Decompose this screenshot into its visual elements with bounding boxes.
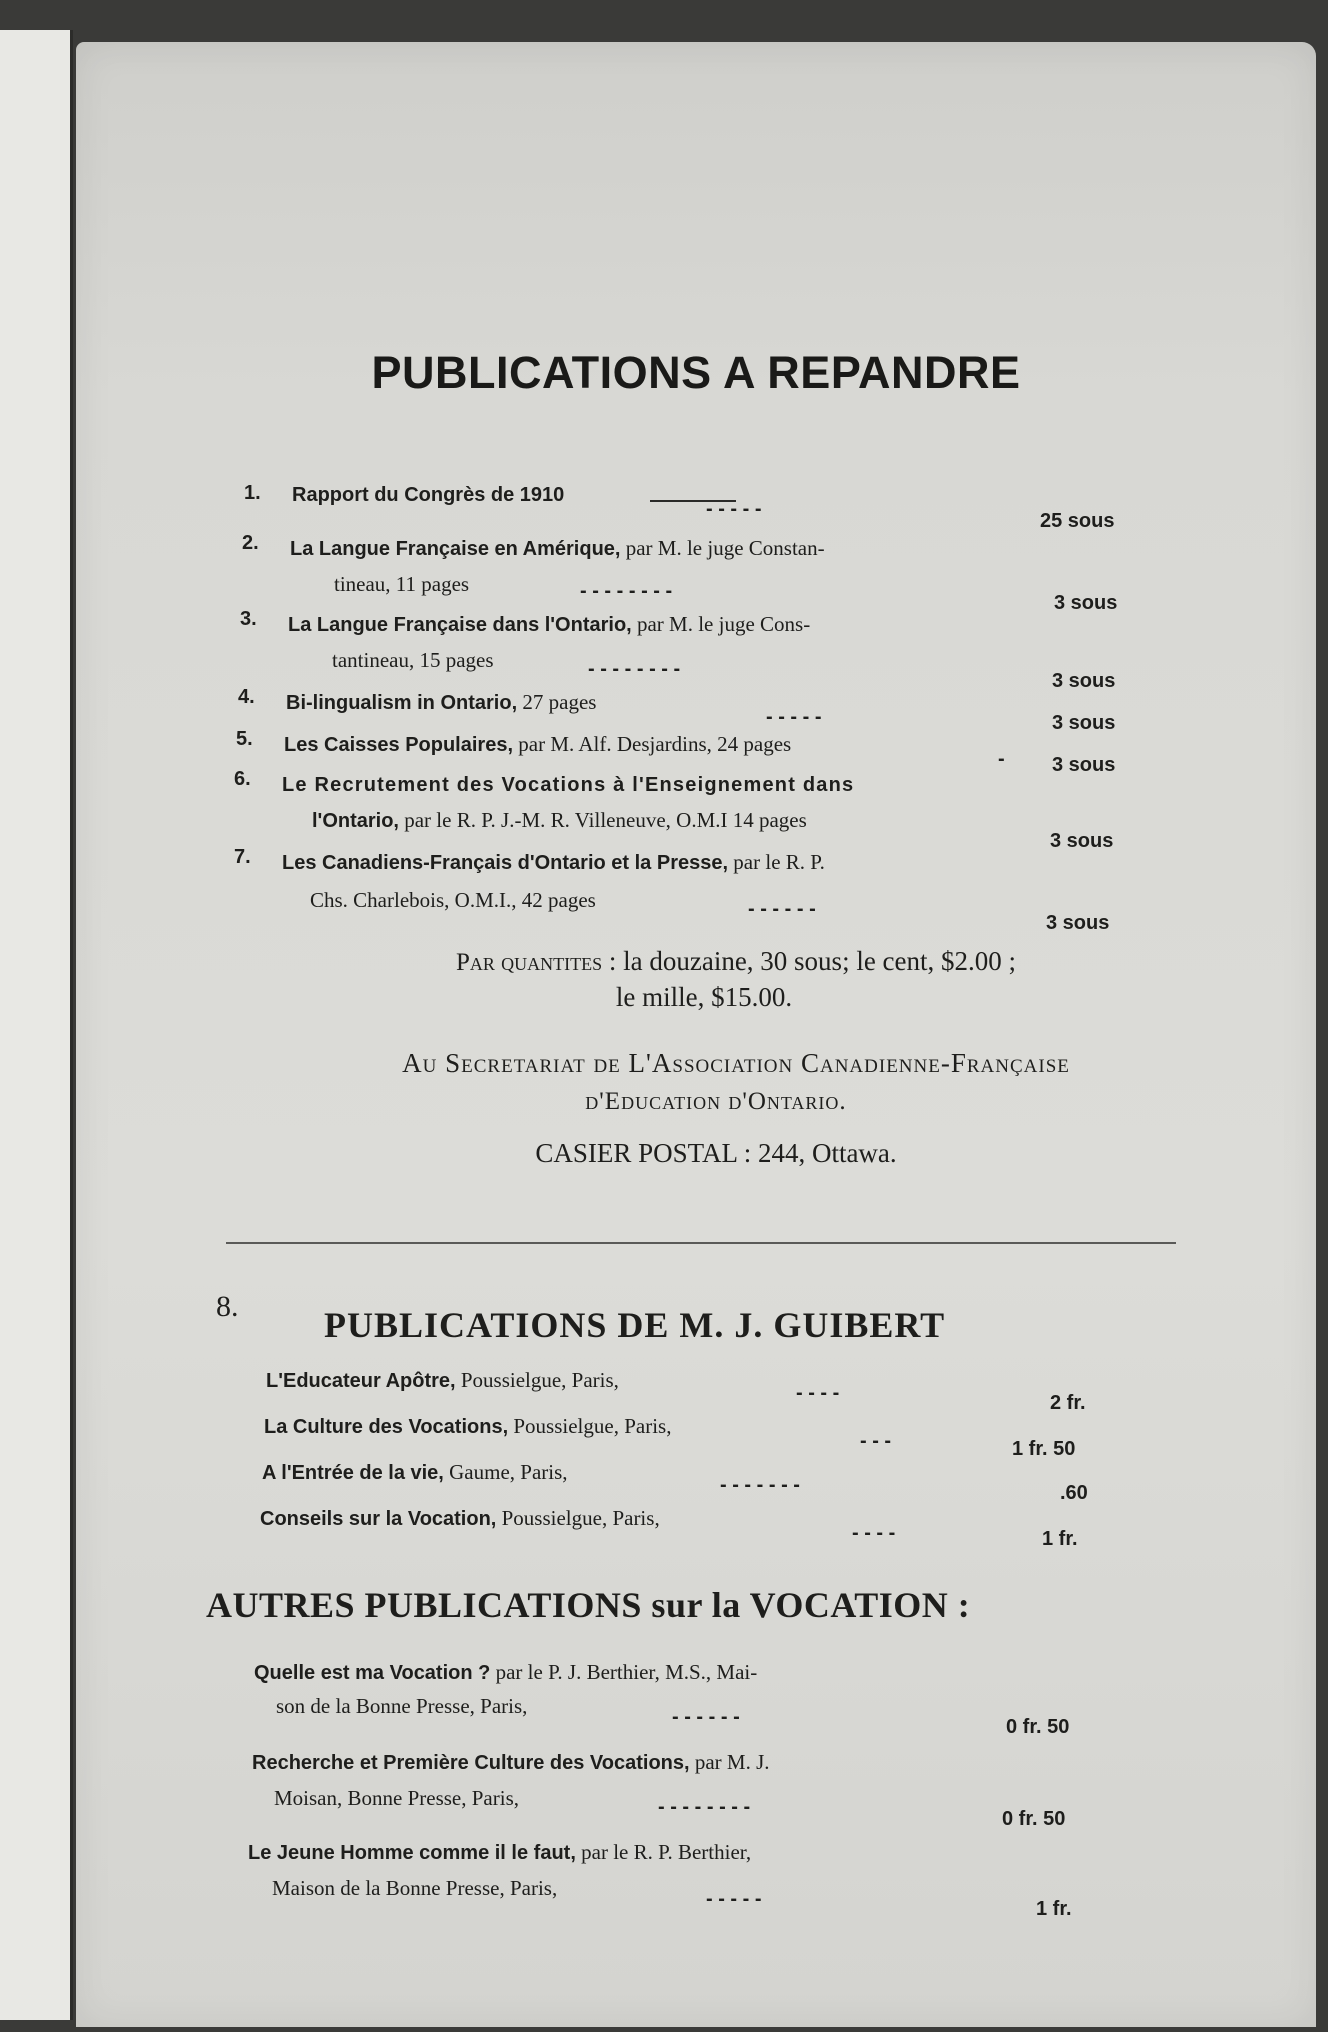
item-text — [260, 1506, 660, 1531]
item-title: Les Caisses Populaires, — [284, 734, 514, 756]
leader-dots: - - - - - - - - — [658, 1796, 751, 1818]
item-title-cont: l'Ontario, — [312, 810, 399, 832]
item-price: 3 sous — [1052, 712, 1116, 734]
item-price: 2 fr. — [1050, 1392, 1086, 1414]
item-detail: par le P. J. Berthier, M.S., Mai- — [490, 1660, 758, 1684]
item-detail-line: Chs. Charlebois, O.M.I., 42 pages — [310, 888, 596, 912]
quantities-label: Par quantites — [455, 949, 603, 976]
item-text — [290, 536, 825, 561]
leader-dots: - — [998, 748, 1005, 770]
address-line-1: Au Secretariat de L'Association Canadienne-Française — [402, 1048, 1070, 1078]
item-detail: par le R. P. — [728, 850, 825, 874]
item-text — [286, 690, 596, 715]
item-text — [282, 850, 825, 875]
leader-dots: - - - - - — [766, 706, 822, 728]
item-title: Rapport du Congrès de 1910 — [292, 484, 565, 506]
item-title: Le Recrutement des Vocations à l'Enseignement dans — [282, 774, 855, 796]
item-title: La Langue Française en Amérique, — [290, 538, 621, 560]
item-price: 3 sous — [1050, 830, 1114, 852]
item-detail-line: tineau, 11 pages — [334, 572, 470, 596]
item-number: 5. — [236, 728, 253, 750]
item-title: Quelle est ma Vocation ? — [254, 1662, 491, 1684]
item-price: 1 fr. — [1036, 1898, 1072, 1920]
item-detail: 27 pages — [517, 690, 597, 714]
item-text — [282, 772, 854, 797]
item-detail-line: Moisan, Bonne Presse, Paris, — [274, 1786, 519, 1810]
item-text — [266, 1368, 619, 1393]
leader-dots: - - - - - — [706, 498, 762, 520]
leader-dots: - - - - - - - - — [580, 580, 673, 602]
item-number: 2. — [242, 532, 259, 554]
item-text — [248, 1840, 751, 1865]
leader-dots: - - - - — [852, 1522, 896, 1544]
item-title: Bi-lingualism in Ontario, — [286, 692, 518, 714]
item-detail: par M. le juge Constan- — [620, 536, 825, 560]
item-text — [262, 1460, 568, 1485]
item-price: 3 sous — [1052, 754, 1116, 776]
item-price: 1 fr. 50 — [1012, 1438, 1076, 1460]
item-detail: Poussielgue, Paris, — [455, 1368, 619, 1392]
quantities-line-2: le mille, $15.00. — [615, 982, 793, 1012]
page-title: PUBLICATIONS A REPANDRE — [371, 347, 1021, 398]
postal-box: CASIER POSTAL : 244, Ottawa. — [535, 1138, 897, 1168]
item-text — [252, 1750, 770, 1775]
item-price: 3 sous — [1054, 592, 1118, 614]
leader-dots: - - - - - - - — [720, 1474, 800, 1496]
item-title: Les Canadiens-Français d'Ontario et la Presse, — [282, 852, 729, 874]
section-title: AUTRES PUBLICATIONS sur la VOCATION : — [206, 1585, 971, 1625]
item-number: 1. — [244, 482, 261, 504]
item-number: 7. — [234, 846, 251, 868]
item-price: .60 — [1060, 1482, 1088, 1504]
item-detail: par M. Alf. Desjardins, 24 pages — [513, 732, 792, 756]
item-detail-line: tantineau, 15 pages — [332, 648, 494, 672]
leader-dots: - - - — [860, 1430, 892, 1452]
item-price: 0 fr. 50 — [1006, 1716, 1070, 1738]
item-text — [264, 1414, 671, 1439]
leader-dots: - - - - — [796, 1382, 840, 1404]
document-page — [76, 42, 1316, 2027]
leader-dots: - - - - - - - - — [588, 658, 681, 680]
item-text — [288, 612, 810, 637]
item-price: 1 fr. — [1042, 1528, 1078, 1550]
item-detail: par le R. P. Berthier, — [575, 1840, 752, 1864]
item-text — [284, 732, 791, 757]
item-detail-line: Maison de la Bonne Presse, Paris, — [272, 1876, 558, 1900]
item-detail: Poussielgue, Paris, — [496, 1506, 660, 1530]
item-detail: par M. le juge Cons- — [631, 612, 811, 636]
item-title: Le Jeune Homme comme il le faut, — [248, 1842, 576, 1864]
item-text — [292, 482, 564, 507]
item-title: L'Educateur Apôtre, — [266, 1370, 456, 1392]
item-detail-line: son de la Bonne Presse, Paris, — [276, 1694, 528, 1718]
section-number: 8. — [216, 1290, 239, 1323]
item-number: 6. — [234, 768, 251, 790]
item-title: La Culture des Vocations, — [264, 1416, 509, 1438]
item-title: A l'Entrée de la vie, — [262, 1462, 444, 1484]
item-detail: par M. J. — [689, 1750, 770, 1774]
item-number: 3. — [240, 608, 257, 630]
item-detail: Poussielgue, Paris, — [508, 1414, 672, 1438]
leader-dots: - - - - - - — [748, 898, 816, 920]
address-line-2: d'Education d'Ontario. — [585, 1088, 847, 1115]
quantities-prices: : la douzaine, 30 sous; le cent, $2.00 ; — [602, 946, 1017, 976]
item-detail-line — [312, 808, 807, 833]
item-title: Conseils sur la Vocation, — [260, 1508, 497, 1530]
leader-dots: - - - - - — [706, 1888, 762, 1910]
quantities-line — [76, 946, 1328, 977]
item-price: 3 sous — [1046, 912, 1110, 934]
item-text — [254, 1660, 757, 1685]
item-price: 0 fr. 50 — [1002, 1808, 1066, 1830]
item-price: 25 sous — [1040, 510, 1115, 532]
leader-dots: - - - - - - — [672, 1706, 740, 1728]
item-title: Recherche et Première Culture des Vocations, — [252, 1752, 690, 1774]
item-title: La Langue Française dans l'Ontario, — [288, 614, 632, 636]
item-number: 4. — [238, 686, 255, 708]
adjacent-page-edge — [0, 30, 73, 2020]
section-divider — [226, 1242, 1176, 1244]
item-price: 3 sous — [1052, 670, 1116, 692]
section-title: PUBLICATIONS DE M. J. GUIBERT — [324, 1305, 946, 1345]
item-detail: Gaume, Paris, — [443, 1460, 568, 1484]
item-detail: par le R. P. J.-M. R. Villeneuve, O.M.I 14 pages — [398, 808, 807, 832]
